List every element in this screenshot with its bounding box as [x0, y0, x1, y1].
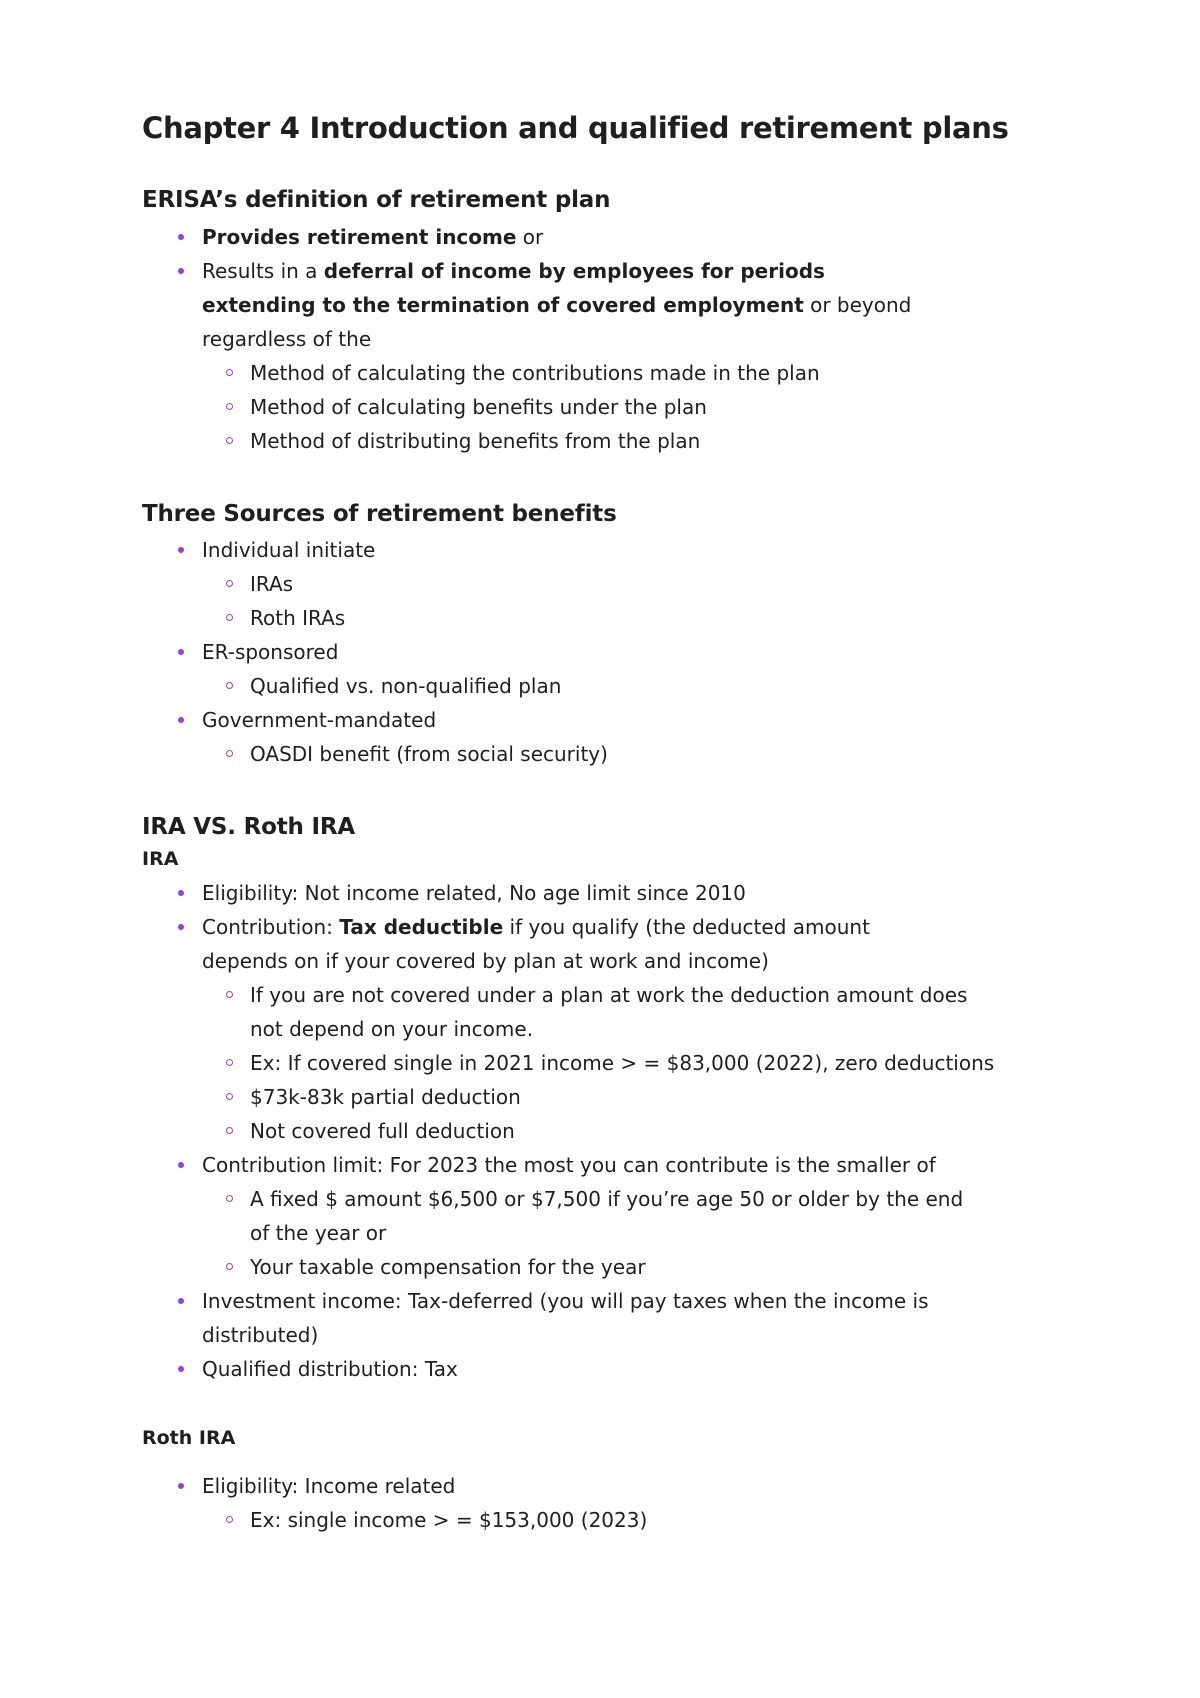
- list-item: [142, 1352, 1022, 1386]
- erisa-list: [142, 220, 1022, 458]
- page-title: Chapter 4 Introduction and qualified retirement plans: [142, 111, 1009, 145]
- list-item-text: Government-mandated: [202, 703, 972, 737]
- list-item: [202, 1046, 1022, 1080]
- list-item-text: Not covered full deduction: [250, 1114, 990, 1148]
- text: or beyond regardless of the: [202, 292, 912, 351]
- list-item: [202, 390, 1022, 424]
- list-item-text: Method of distributing benefits from the plan: [250, 424, 990, 458]
- ira-section: [142, 813, 1022, 1536]
- list-item: [142, 635, 1022, 703]
- list-item-text: Eligibility: Not income related, No age limit since 2010: [202, 876, 972, 910]
- list-item-text: ER-sponsored: [202, 635, 972, 669]
- ira-vs-roth-heading: IRA VS. Roth IRA: [142, 814, 355, 841]
- list-item-text: Ex: single income > = $153,000 (2023): [250, 1503, 990, 1537]
- document-page: [142, 110, 1022, 1537]
- list-item: [202, 1080, 1022, 1114]
- list-item: [142, 1469, 1022, 1537]
- sublist: [202, 737, 1022, 771]
- list-item: [142, 533, 1022, 635]
- sublist: [202, 669, 1022, 703]
- list-item-text: Contribution limit: For 2023 the most you can contribute is the smaller of: [202, 1148, 962, 1182]
- sublist: [202, 1503, 1022, 1537]
- list-item: [202, 669, 1022, 703]
- list-item: [142, 220, 1022, 254]
- list-item: [142, 1148, 1022, 1284]
- sources-list: [142, 533, 1022, 771]
- list-item-text: OASDI benefit (from social security): [250, 737, 990, 771]
- list-item: [202, 1114, 1022, 1148]
- sources-heading: Three Sources of retirement benefits: [142, 500, 617, 527]
- list-item: [142, 910, 1022, 1148]
- sublist: [202, 978, 1022, 1148]
- list-item: [142, 703, 1022, 771]
- list-item: [202, 1250, 1022, 1284]
- list-item: [142, 876, 1022, 910]
- list-item: [202, 601, 1022, 635]
- roth-ira-list: [142, 1469, 1022, 1537]
- list-item-text: Ex: If covered single in 2021 income > = $83,000 (2022), zero deductions: [250, 1046, 1010, 1080]
- list-item: [202, 737, 1022, 771]
- text: or: [516, 224, 544, 249]
- list-item-text: Method of calculating the contributions made in the plan: [250, 356, 990, 390]
- list-item: [202, 356, 1022, 390]
- ira-heading: IRA: [142, 848, 179, 871]
- text: Results in a: [202, 258, 324, 283]
- bold-text: Tax deductible: [339, 915, 504, 940]
- list-item-text: A fixed $ amount $6,500 or $7,500 if you’re age 50 or older by the end of the year or: [250, 1182, 980, 1250]
- erisa-section: [142, 186, 1022, 458]
- text: if you qualify (the deducted amount depends on if your covered by plan at work and income): [202, 915, 870, 974]
- ira-list: [142, 876, 1022, 1386]
- list-item: [202, 1182, 1022, 1250]
- list-item-text: Eligibility: Income related: [202, 1469, 972, 1503]
- sublist: [202, 567, 1022, 635]
- list-item: [202, 567, 1022, 601]
- list-item-text: IRAs: [250, 567, 990, 601]
- list-item-text: Qualified distribution: Tax: [202, 1352, 972, 1386]
- erisa-sublist: [202, 356, 1022, 458]
- list-item: [202, 424, 1022, 458]
- list-item-text: Individual initiate: [202, 533, 972, 567]
- list-item-text: Roth IRAs: [250, 601, 990, 635]
- list-item: [142, 1284, 1022, 1352]
- list-item: [142, 254, 1022, 458]
- bold-text: deferral of income by employees for periods extending to the termination of covered employment: [202, 258, 825, 317]
- roth-ira-heading: Roth IRA: [142, 1427, 236, 1450]
- sources-section: [142, 500, 1022, 772]
- sublist: [202, 1182, 1022, 1284]
- list-item-text: Your taxable compensation for the year: [250, 1250, 990, 1284]
- list-item-text: Qualified vs. non-qualified plan: [250, 669, 990, 703]
- list-item: [202, 978, 1022, 1046]
- text: Contribution:: [202, 915, 340, 940]
- list-item-text: If you are not covered under a plan at work the deduction amount does not depend on your income.: [250, 978, 980, 1046]
- list-item-text: $73k-83k partial deduction: [250, 1080, 990, 1114]
- list-item: [202, 1503, 1022, 1537]
- bold-text: Provides retirement income: [202, 224, 517, 249]
- list-item-text: Investment income: Tax-deferred (you will pay taxes when the income is distributed): [202, 1284, 942, 1352]
- erisa-heading: ERISA’s definition of retirement plan: [142, 186, 611, 213]
- list-item-text: Method of calculating benefits under the plan: [250, 390, 990, 424]
